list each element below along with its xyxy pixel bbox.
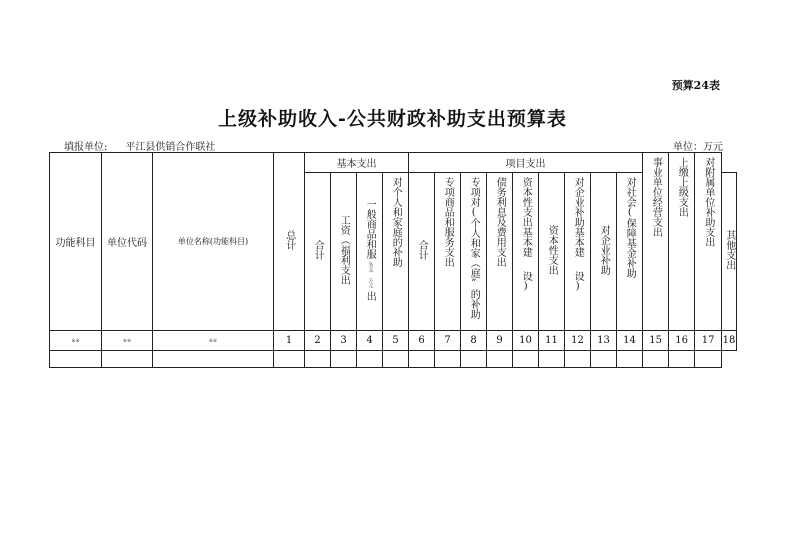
empty-cell [617, 351, 643, 368]
index-code: ※※ [102, 331, 153, 351]
index-num: 11 [539, 331, 565, 351]
unit-label: 单位：万元 [673, 142, 723, 153]
empty-cell [591, 351, 617, 368]
empty-cell [643, 351, 669, 368]
col-proj-total: 合计 [409, 173, 435, 331]
page-title: 上级补助收入-公共财政补助支出预算表 [218, 108, 567, 130]
empty-cell [331, 351, 357, 368]
col-public-operation: 事业单位经营支出 [643, 153, 669, 331]
index-num: 12 [565, 331, 591, 351]
header-row-1 [50, 153, 737, 173]
col-special-personal: 专项对(个人和家（庭”的补助 [461, 173, 487, 331]
empty-cell [435, 351, 461, 368]
empty-cell [357, 351, 383, 368]
group-project: 项目支出 [409, 153, 643, 173]
empty-cell [513, 351, 539, 368]
empty-cell [461, 351, 487, 368]
col-affiliated: 对附属单位补助支出 [695, 153, 722, 331]
index-num: 8 [461, 331, 487, 351]
index-num: 2 [305, 331, 331, 351]
filler-value: 平江县供销合作联社 [125, 142, 216, 153]
empty-cell [487, 351, 513, 368]
index-num: 4 [357, 331, 383, 351]
col-wages: 工资（福利支出 [331, 173, 357, 331]
index-func: ※※ [50, 331, 102, 351]
index-num: 1 [274, 331, 305, 351]
index-num: 17 [695, 331, 722, 351]
empty-cell [50, 351, 102, 368]
index-num: 16 [669, 331, 695, 351]
empty-cell [274, 351, 305, 368]
empty-cell [565, 351, 591, 368]
empty-data-row [50, 351, 737, 368]
index-num: 14 [617, 331, 643, 351]
index-num: 10 [513, 331, 539, 351]
index-num: 18 [722, 331, 737, 351]
index-num: 6 [409, 331, 435, 351]
col-capital: 资本性支出 [539, 173, 565, 331]
col-debt-interest: 债务利息及费用支出 [487, 173, 513, 331]
empty-cell [669, 351, 695, 368]
empty-cell [409, 351, 435, 368]
col-unit-name: 单位名称(功能科目) [153, 153, 274, 331]
filler-label: 填报单位: [64, 142, 108, 153]
empty-cell [153, 351, 274, 368]
index-num: 15 [643, 331, 669, 351]
col-other: 其他支出 [722, 173, 737, 331]
empty-cell [305, 351, 331, 368]
index-num: 5 [383, 331, 409, 351]
index-name: ※※ [153, 331, 274, 351]
empty-cell [102, 351, 153, 368]
col-basic-total: 合计 [305, 173, 331, 331]
col-basic-personal: 对个人和家庭的补助 [383, 173, 409, 331]
budget-table [49, 152, 737, 368]
col-unit-code: 单位代码 [102, 153, 153, 331]
empty-cell [695, 351, 722, 368]
col-enterprise: 对企业补助 [591, 173, 617, 331]
empty-cell [383, 351, 409, 368]
col-social-security: 对社会(保障基金补助 [617, 173, 643, 331]
col-goods-services: 一般商品和服 务支 万元 出 [357, 173, 383, 331]
empty-cell [539, 351, 565, 368]
index-row [50, 331, 737, 351]
col-upward: 上缴上级支出 [669, 153, 695, 331]
group-basic: 基本支出 [305, 153, 409, 173]
index-num: 9 [487, 331, 513, 351]
index-num: 7 [435, 331, 461, 351]
col-capital-basic: 资本性支出基本建 设) [513, 173, 539, 331]
col-func-subject: 功能科目 [50, 153, 102, 331]
index-num: 13 [591, 331, 617, 351]
filler-info [64, 138, 215, 153]
col-special-goods: 专项商品和服务支出 [435, 173, 461, 331]
col-enterprise-basic: 对企业补助基本建 设) [565, 173, 591, 331]
index-num: 3 [331, 331, 357, 351]
col-grand-total: 总计 [274, 153, 305, 331]
table-code: 预算24表 [671, 79, 720, 92]
